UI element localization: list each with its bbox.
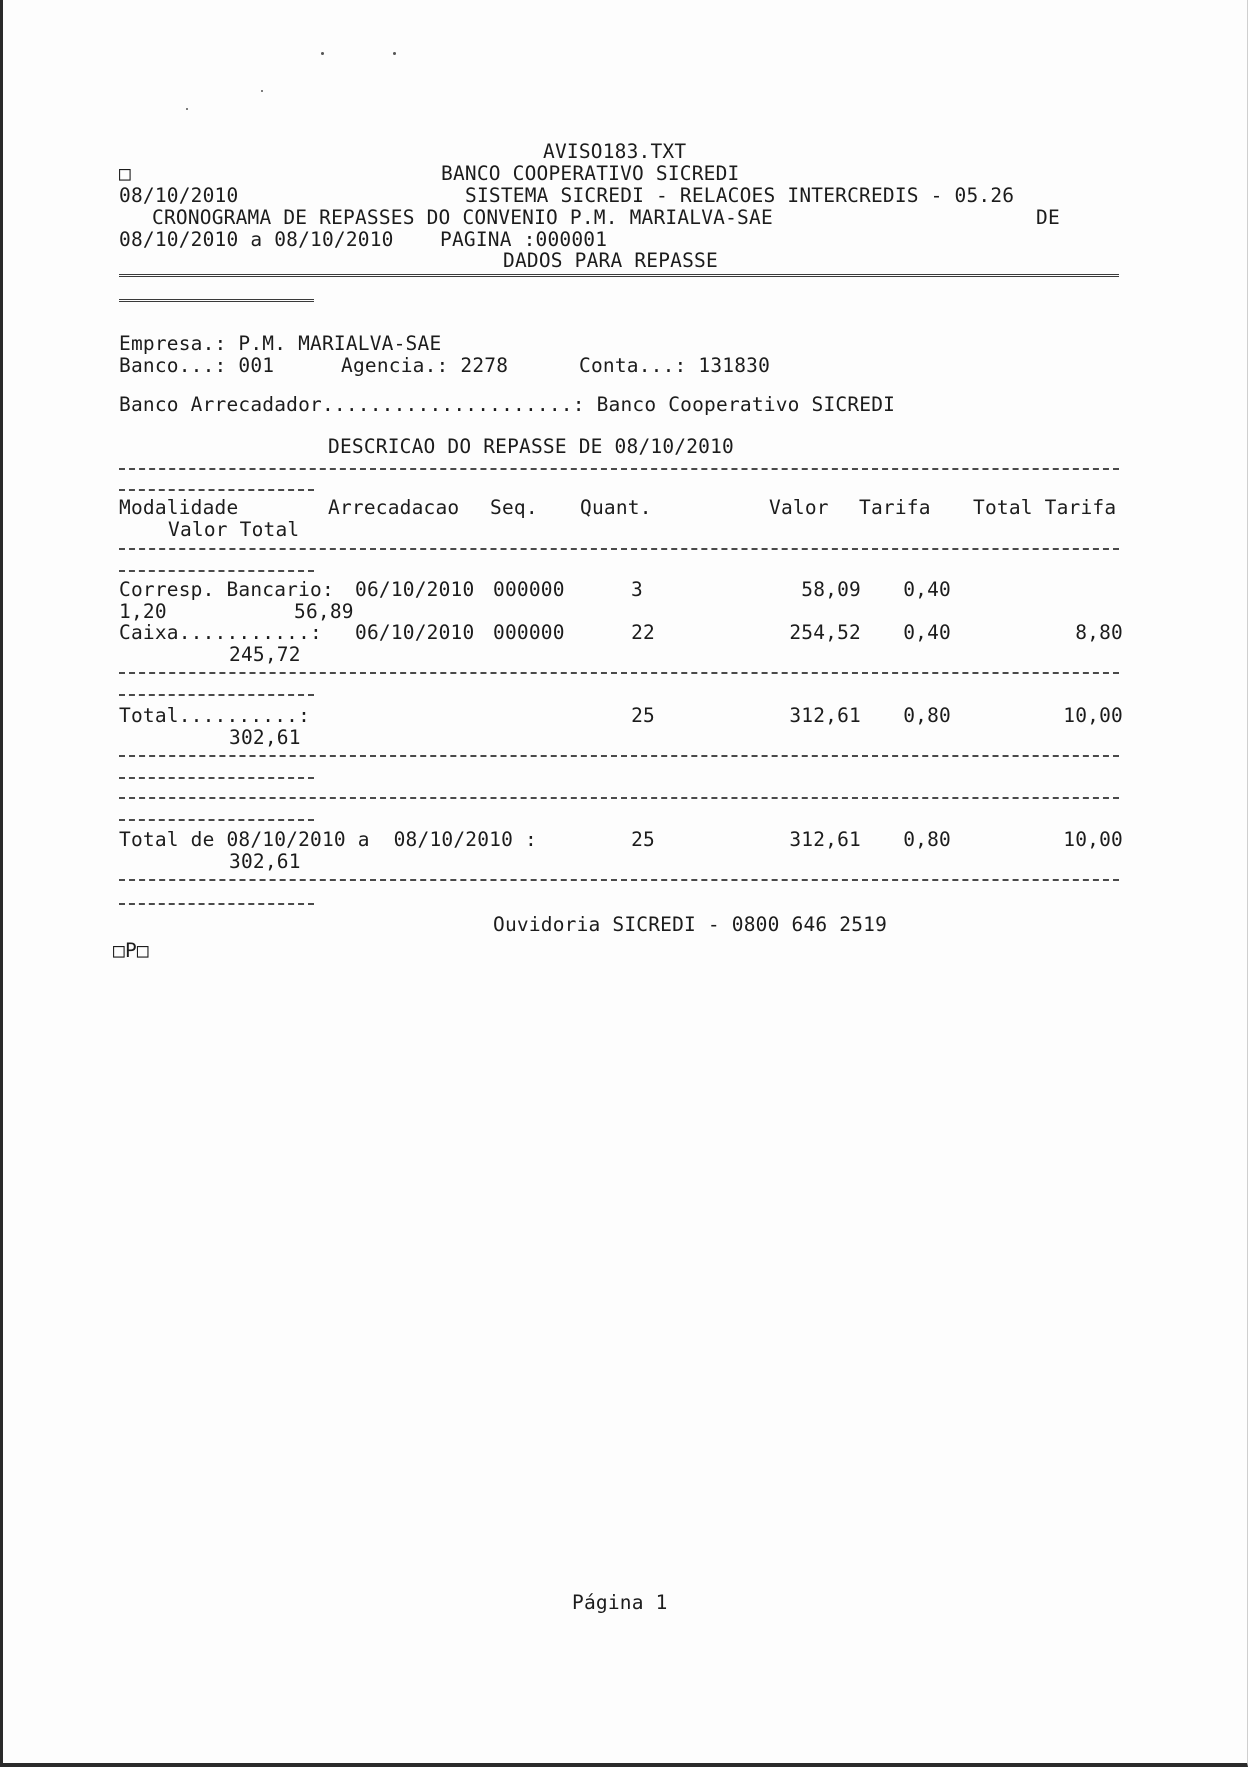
scan-speck (261, 90, 263, 92)
grand-total-tarifa: 0,80 (903, 828, 951, 851)
system-line: SISTEMA SICREDI - RELACOES INTERCREDIS - 05.26 (465, 184, 1015, 207)
conta-line: Conta...: 131830 (579, 354, 771, 377)
double-rule (119, 274, 1119, 277)
grand-total-total-tarifa: 10,00 (1063, 828, 1123, 851)
row-valor-total: 56,89 (294, 600, 354, 623)
row-data: 06/10/2010 (355, 578, 475, 601)
report-date: 08/10/2010 (119, 184, 239, 207)
grand-total-label: Total de 08/10/2010 a 08/10/2010 : (119, 828, 537, 851)
col-valor: Valor (769, 496, 829, 519)
row-quant: 3 (631, 578, 643, 601)
row-valor: 58,09 (801, 578, 861, 601)
dashed-rule (119, 819, 314, 821)
section-title: DADOS PARA REPASSE (503, 249, 718, 272)
bank-name: BANCO COOPERATIVO SICREDI (441, 162, 740, 185)
scan-speck (186, 108, 188, 110)
dashed-rule (119, 672, 1119, 674)
row-tarifa: 0,40 (903, 621, 951, 644)
agencia-line: Agencia.: 2278 (341, 354, 509, 377)
col-modalidade: Modalidade (119, 496, 239, 519)
dashed-rule (119, 548, 1119, 550)
dashed-rule (119, 755, 1119, 757)
page-footer: Página 1 (572, 1591, 668, 1614)
col-tarifa: Tarifa (859, 496, 931, 519)
header-marker: □ (119, 162, 131, 185)
total-total-tarifa: 10,00 (1063, 704, 1123, 727)
arrecadador-line: Banco Arrecadador.....................: Banco Cooperativo SICREDI (119, 393, 896, 416)
col-valor-total: Valor Total (168, 518, 300, 541)
dashed-rule (119, 489, 314, 491)
total-quant: 25 (631, 704, 655, 727)
cronograma-line: CRONOGRAMA DE REPASSES DO CONVENIO P.M. MARIALVA-SAE (152, 206, 773, 229)
row-seq: 000000 (493, 621, 565, 644)
double-rule (119, 299, 314, 302)
scan-speck (393, 52, 396, 55)
grand-total-valor: 312,61 (789, 828, 861, 851)
grand-total-valor-total: 302,61 (229, 850, 301, 873)
row-quant: 22 (631, 621, 655, 644)
ouvidoria-line: Ouvidoria SICREDI - 0800 646 2519 (493, 913, 888, 936)
col-quant: Quant. (580, 496, 652, 519)
dashed-rule (119, 468, 1119, 470)
empresa-line: Empresa.: P.M. MARIALVA-SAE (119, 332, 442, 355)
col-seq: Seq. (490, 496, 538, 519)
banco-line: Banco...: 001 (119, 354, 275, 377)
dashed-rule (119, 570, 314, 572)
total-tarifa: 0,80 (903, 704, 951, 727)
grand-total-quant: 25 (631, 828, 655, 851)
row-tarifa: 0,40 (903, 578, 951, 601)
footer-marker: □P□ (113, 939, 149, 962)
dashed-rule (119, 777, 314, 779)
dashed-rule (119, 879, 1119, 881)
row-seq: 000000 (493, 578, 565, 601)
total-label: Total..........: (119, 704, 311, 727)
file-name: AVISO183.TXT (543, 140, 687, 163)
dashed-rule (119, 797, 1119, 799)
page-label: PAGINA :000001 (440, 228, 608, 251)
row-valor: 254,52 (789, 621, 861, 644)
row-total-tarifa: 1,20 (119, 600, 167, 623)
row-total-tarifa: 8,80 (1075, 621, 1123, 644)
row-modalidade: Corresp. Bancario: (119, 578, 334, 601)
period: 08/10/2010 a 08/10/2010 (119, 228, 394, 251)
descricao-title: DESCRICAO DO REPASSE DE 08/10/2010 (328, 435, 734, 458)
scan-speck (321, 52, 324, 55)
col-arrecadacao: Arrecadacao (328, 496, 460, 519)
total-valor: 312,61 (789, 704, 861, 727)
row-modalidade: Caixa...........: (119, 621, 322, 644)
total-valor-total: 302,61 (229, 726, 301, 749)
row-data: 06/10/2010 (355, 621, 475, 644)
col-total-tarifa: Total Tarifa (973, 496, 1117, 519)
row-valor-total: 245,72 (229, 643, 301, 666)
dashed-rule (119, 903, 314, 905)
dashed-rule (119, 694, 314, 696)
de-label: DE (1036, 206, 1060, 229)
